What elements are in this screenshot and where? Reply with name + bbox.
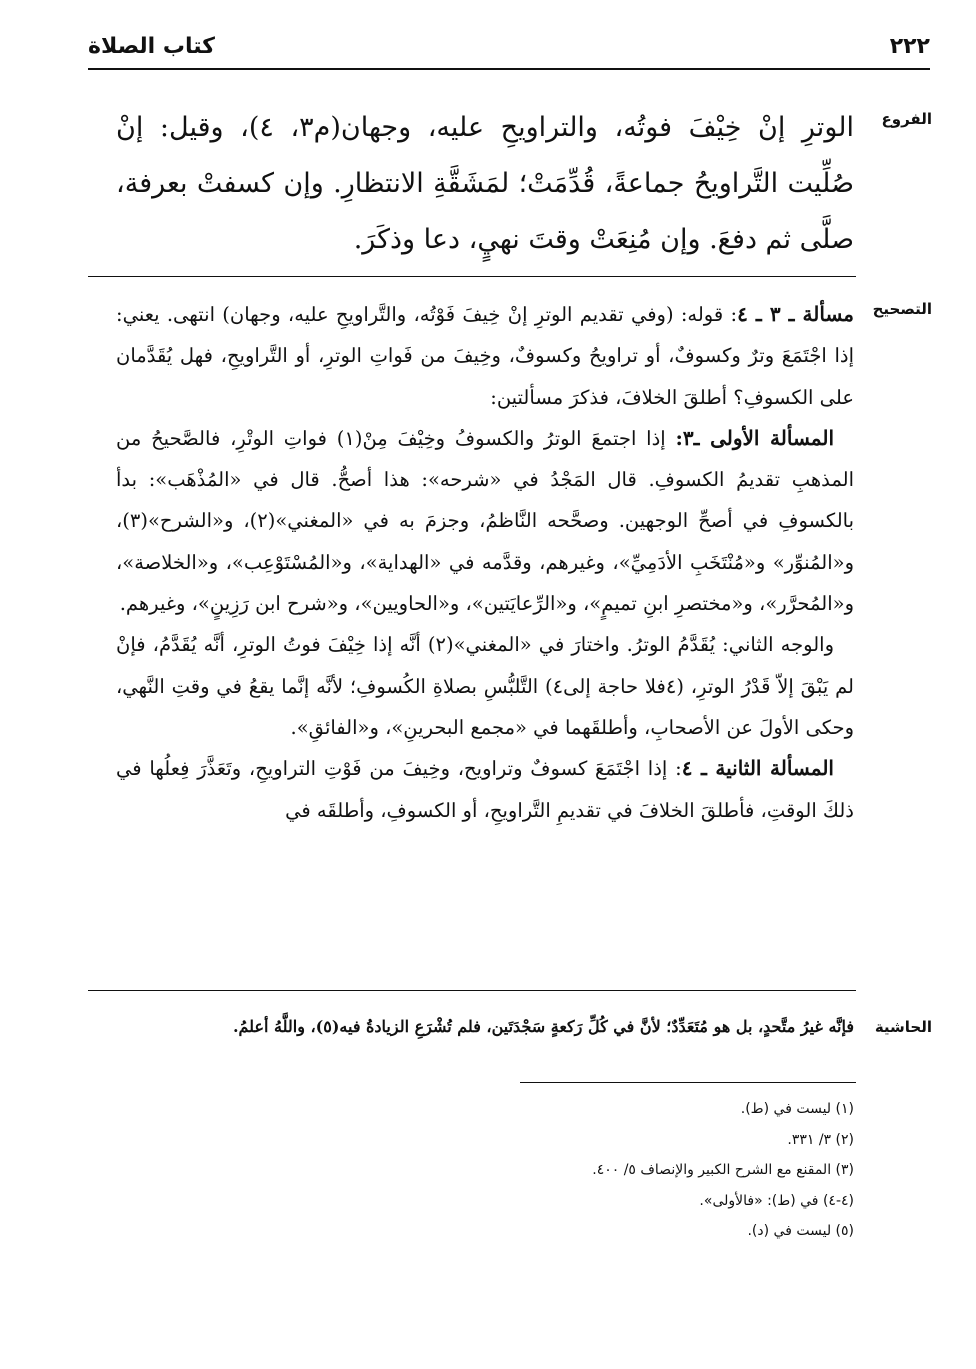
- tashih-paragraph-3: والوجه الثاني: يُقَدَّمُ الوترُ. واختارَ في «المغني»(٢) أنَّه إذا خِيْفَ فوتُ الوترِ، أنَّه يُقَدَّمُ، فإنْ لم يَبْقَ إلاّ قَدْرُ الوترِ، (٤فلا حاجة إلى٤) التَّلبُّسِ بصلاةِ الكُسوفِ؛ لأنَّه إنَّما يقعُ في وقتِ النَّهي، وحكى الأولَ عن الأصحابِ، وأطلقَهما في «مجمع البحرينِ»، و«الفائقِ».: [116, 633, 854, 739]
- tashih-paragraph-4: [116, 748, 854, 831]
- section-divider-2: [88, 990, 856, 991]
- tashih-paragraph-2-text: إذا اجتمعَ الوترُ والكسوفُ وخِيْفَ مِنْ(١) فواتِ الوتْرِ، فالصَّحيحُ من المذهبِ تقديمُ الكسوفِ. قال المَجْدُ في «شرحه»: هذا أصحُّ. قال في «المُذْهَب»: بدأ بالكسوفِ في أصحِّ الوجهين. وصحَّحه النَّاظمُ، وجزمَ به في «المغني»(٢)، و«الشرح»(٣)، و«المُنوِّر» و«مُنْتَخَبِ الأدَمِيِّ»، وغيرهم، وقدَّمه في «الهداية»، و«المُسْتَوْعِب»، و«الخلاصة»، و«المُحرَّر»، و«مختصرِ ابنِ تميمٍ»، و«الرِّعايَتين»، و«الحاويين»، و«شرح ابن رَزِينٍ»، وغيرهم.: [116, 426, 854, 616]
- hashiya-section: فإنَّه غيرُ متَّحدٍ، بل هو مُتَعَدِّدٌ؛ لأنَّ في كُلِّ رَكعةٍ سَجْدَتَين، فلم تُشْرَعِ الزيادةُ فيه(٥)، واللَّهُ أعلمُ.: [232, 1017, 854, 1036]
- tashih-paragraph-2: [116, 418, 854, 624]
- tashih-paragraph-1: [116, 294, 854, 418]
- label-hashiya: الحاشية: [874, 1018, 932, 1036]
- footnotes: [434, 1094, 854, 1247]
- footnote-item: (٢) ٣/ ٣٣١.: [787, 1131, 854, 1148]
- tashih-section: [116, 294, 854, 831]
- issue-heading-3-4: مسألة ـ ٣ ـ ٤: [737, 302, 855, 326]
- header-divider: [88, 68, 930, 70]
- footnote-item: (٥) ليست في (د).: [747, 1223, 854, 1239]
- tashih-paragraph-4-text: : إذا اجْتَمَعَ كسوفٌ وتراويح، وخِيفَ من فَوْتِ التراويحِ، وتَعَذَّرَ فِعلُها في ذلكَ الوقتِ، فأطلقَ الخلافَ في تقديمِ التَّراويحِ، أو الكسوفِ، وأطلقَه في: [116, 757, 854, 822]
- label-tashih: التصحيح: [872, 300, 932, 318]
- book-title: كتاب الصلاة: [88, 34, 215, 59]
- section-divider-1: [88, 276, 856, 277]
- tashih-paragraph-1-text: : قوله: (وفي تقديم الوترِ إنْ خِيفَ فَوْتُه، والتَّراويحِ عليه، وجهان) انتهى. يعني: إذا اجْتَمَعَ وترٌ وكسوفٌ، أو تراويحُ وكسوفٌ، وخِيفَ من فَواتِ الوترِ، أو التَّراويحِ، فهل يُقَدَّمان على الكسوفِ؟ أطلقَ الخلافَ، فذكرَ مسألتين:: [116, 303, 854, 409]
- footnote-item: (١) ليست في (ط).: [740, 1101, 854, 1117]
- footnote-divider: [520, 1082, 856, 1083]
- running-header: [88, 34, 930, 64]
- label-furu: الفروع: [881, 110, 932, 128]
- footnote-item: (٤-٤) في (ط): «فالأولى».: [699, 1192, 854, 1209]
- footnote-item: (٣) المقنع مع الشرح الكبير والإنصاف ٥/ ٤٠٠.: [592, 1162, 854, 1178]
- furu-section: الوترِ إنْ خِيْفَ فوتُه، والتراويحِ عليه، وجهان(م٣، ٤)، وقيل: إنْ صُلِّيت التَّراويحُ جماعةً، قُدِّمَتْ؛ لمَشَقَّةِ الانتظارِ. وإن كسفتْ بعرفة، صلَّى ثم دفعَ. وإن مُنِعَتْ وقتَ نهيٍ، دعا وذكَرَ.: [116, 112, 854, 255]
- issue-heading-first: المسألة الأولى ـ٣:: [675, 425, 835, 450]
- issue-heading-second: المسألة الثانية ـ ٤: [681, 756, 834, 781]
- page-number: ٢٢٢: [889, 34, 930, 59]
